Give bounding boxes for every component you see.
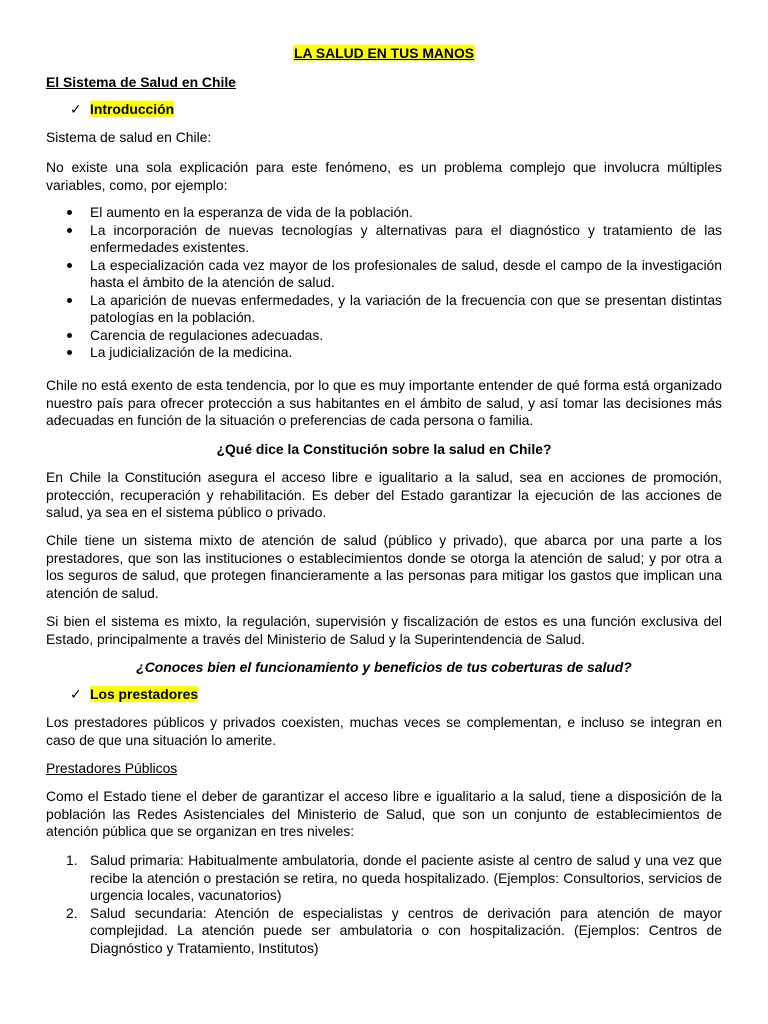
bullet-icon xyxy=(67,263,72,268)
title-container xyxy=(0,45,768,63)
list-item xyxy=(46,905,722,958)
question-heading: ¿Conoces bien el funcionamiento y beneficios de tus coberturas de salud? xyxy=(136,659,632,675)
paragraph: En Chile la Constitución asegura el acceso libre e igualitario a la salud, sea en acciones de promoción, protección, recuperación y rehabilitación. Es deber del Estado garantizar la ejecución de las acciones de salud, ya sea en el sistema público o privado. xyxy=(46,469,722,520)
checkmark-icon: ✓ xyxy=(70,686,82,702)
list-item-text: La especialización cada vez mayor de los profesionales de salud, desde el campo de la investigación hasta el ámbito de la atención de salud. xyxy=(90,256,722,290)
bullet-icon xyxy=(67,298,72,303)
checkmark-icon: ✓ xyxy=(70,101,82,117)
list-item xyxy=(46,257,722,292)
bullet-icon xyxy=(67,333,72,338)
list-number: 1. xyxy=(66,852,78,868)
bullet-icon xyxy=(67,210,72,215)
list-item-text: Salud primaria: Habitualmente ambulatoria, donde el paciente asiste al centro de salud y una vez que recibe la atención o prestación se retira, no queda hospitalizado. (Ejemplos: Consultorios, servicios de urgencia locales, vacunatorios) xyxy=(90,852,722,903)
list-item-text: La incorporación de nuevas tecnologías y alternativas para el diagnóstico y tratamiento de las enfermedades existentes. xyxy=(90,221,722,255)
list-item-text: Carencia de regulaciones adecuadas. xyxy=(90,326,324,343)
bullet-icon xyxy=(67,350,72,355)
paragraph: No existe una sola explicación para este fenómeno, es un problema complejo que involucra múltiples variables, como, por ejemplo: xyxy=(46,159,722,193)
question-heading: ¿Qué dice la Constitución sobre la salud en Chile? xyxy=(216,441,552,457)
check-heading-prestadores xyxy=(70,686,198,704)
list-item-text: Salud secundaria: Atención de especialistas y centros de derivación para atención de mayor complejidad. La atención puede ser ambulatoria o con hospitalización. (Ejemplos: Centros de Diagnóstico y Tratamiento, Institutos) xyxy=(90,904,722,956)
subheading: Prestadores Públicos xyxy=(46,760,178,776)
paragraph: Chile no está exento de esta tendencia, por lo que es muy importante entender de qué forma está organizado nuestro país para ofrecer protección a sus habitantes en el ámbito de salud, y así tomar las decisiones más adecuadas en función de la situación o preferencias de cada persona o familia. xyxy=(46,377,722,428)
list-item-text: La aparición de nuevas enfermedades, y la variación de la frecuencia con que se presentan distintas patologías en la población. xyxy=(90,291,722,325)
list-item xyxy=(46,852,722,905)
paragraph: Chile tiene un sistema mixto de atención de salud (público y privado), que abarca por una parte a los prestadores, que son las instituciones o establecimientos donde se otorga la atención de salud; y por otra a los seguros de salud, que protegen financieramente a las personas para mitigar los gastos que implican una atención de salud. xyxy=(46,532,722,601)
check-heading-introduccion xyxy=(70,101,174,119)
paragraph: Como el Estado tiene el deber de garantizar el acceso libre e igualitario a la salud, tiene a disposición de la población las Redes Asistenciales del Ministerio de Salud, que son un conjunto de establecimientos de atención pública que se organizan en tres niveles: xyxy=(46,788,722,839)
check-heading-label: Los prestadores xyxy=(90,686,199,702)
list-number: 2. xyxy=(66,904,78,921)
check-heading-label: Introducción xyxy=(90,101,175,117)
document-title: LA SALUD EN TUS MANOS xyxy=(293,45,475,61)
paragraph: Si bien el sistema es mixto, la regulación, supervisión y fiscalización de estos es una función exclusiva del Estado, principalmente a través del Ministerio de Salud y la Superintendencia de Salud. xyxy=(46,613,722,647)
numbered-list xyxy=(46,852,722,957)
list-item-text: La judicialización de la medicina. xyxy=(90,344,293,360)
list-item xyxy=(46,222,722,257)
paragraph: Los prestadores públicos y privados coexisten, muchas veces se complementan, e incluso se integran en caso de que una situación lo amerite. xyxy=(46,714,722,748)
bullet-icon xyxy=(67,228,72,233)
section-heading: El Sistema de Salud en Chile xyxy=(46,74,236,90)
list-item xyxy=(46,327,722,345)
list-item xyxy=(46,344,722,362)
list-item xyxy=(46,292,722,327)
paragraph: Sistema de salud en Chile: xyxy=(46,129,212,145)
list-item xyxy=(46,204,722,222)
list-item-text: El aumento en la esperanza de vida de la población. xyxy=(90,204,413,220)
bullet-list xyxy=(46,204,722,362)
